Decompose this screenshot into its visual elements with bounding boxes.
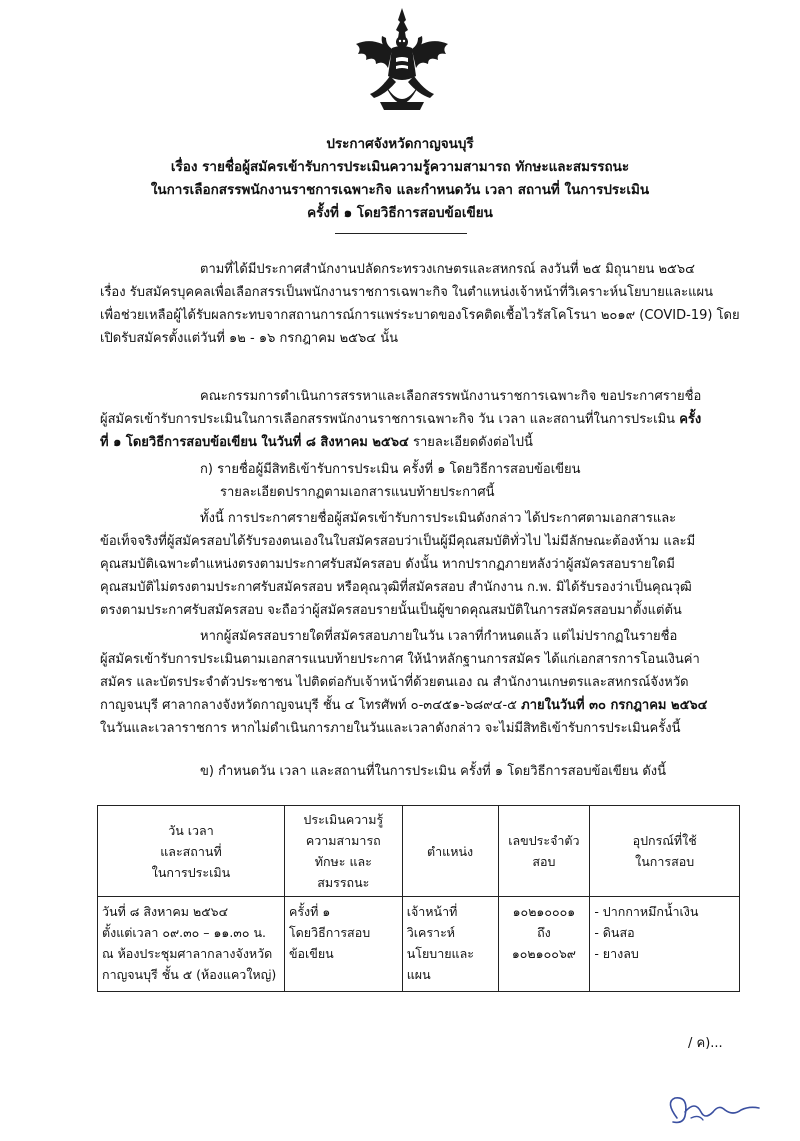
text-line: คุณสมบัติเฉพาะตำแหน่งตรงตามประกาศรับสมัครสอบ ดังนั้น หากปรากฏภายหลังว่าผู้สมัครสอบรายใดมี [100, 557, 675, 572]
cell-text: ตั้งแต่เวลา ๐๙.๓๐ – ๑๑.๓๐ น. [102, 925, 266, 940]
title-line-2: เรื่อง รายชื่อผู้สมัครเข้ารับการประเมินความรู้ความสามารถ ทักษะและสมรรถนะ [170, 159, 630, 175]
cell-text: ถึง [537, 925, 551, 940]
header-ids [498, 806, 590, 897]
text-run: รายละเอียดดังต่อไปนี้ [408, 435, 533, 450]
header-text: วัน เวลา [168, 822, 214, 838]
text-line: สมัคร และบัตรประจำตัวประชาชน ไปติดต่อกับเจ้าหน้าที่ด้วยตนเอง ณ สำนักงานเกษตรและสหกรณ์จังหวัด [100, 675, 689, 690]
header-text: ตำแหน่ง [427, 843, 474, 859]
cell-text: วันที่ ๘ สิงหาคม ๒๕๖๔ [102, 904, 229, 919]
paragraph-background [100, 258, 740, 350]
cell-text: กาญจนบุรี ชั้น ๕ (ห้องแควใหญ่) [102, 967, 277, 982]
title-line-3: ในการเลือกสรรพนักงานราชการเฉพาะกิจ และกำหนดวัน เวลา สถานที่ ในการประเมิน [150, 182, 650, 198]
title-line-4: ครั้งที่ ๑ โดยวิธีการสอบข้อเขียน [307, 205, 493, 221]
item-a [100, 458, 740, 504]
text-line: ตรงตามประกาศรับสมัครสอบ จะถือว่าผู้สมัครสอบรายนั้นเป็นผู้ขาดคุณสมบัติในการสมัครสอบมาตั้งแต่ต้น [100, 603, 682, 618]
text-line: ตามที่ได้มีประกาศสำนักงานปลัดกระทรวงเกษตรและสหกรณ์ ลงวันที่ ๒๕ มิถุนายน ๒๕๖๔ [200, 262, 695, 277]
header-text: ในการสอบ [635, 854, 695, 869]
handwritten-signature-icon [655, 1088, 765, 1132]
text-line: หากผู้สมัครสอบรายใดที่สมัครสอบภายในวัน เวลาที่กำหนดแล้ว แต่ไม่ปรากฏในรายชื่อ [200, 629, 678, 644]
text-line: ในวันและเวลาราชการ หากไม่ดำเนินการภายในวันและเวลาดังกล่าว จะไม่มีสิทธิเข้ารับการประเมินครั้งนี้ [100, 721, 681, 736]
header-datetime [98, 806, 285, 897]
paragraph-announcement [100, 385, 740, 454]
text-line: คุณสมบัติไม่ตรงตามประกาศรับสมัครสอบ หรือคุณวุฒิที่สมัครสอบ สำนักงาน ก.พ. มิได้รับรองว่าเป็นคุณวุฒิ [100, 580, 692, 595]
cell-text: ๑๐๒๑๐๐๖๙ [511, 946, 576, 961]
header-text: ประเมินความรู้ [303, 812, 384, 827]
text-line: ก) รายชื่อผู้มีสิทธิเข้ารับการประเมิน ครั้งที่ ๑ โดยวิธีการสอบข้อเขียน [200, 462, 581, 477]
cell-text: ณ ห้องประชุมศาลากลางจังหวัด [102, 946, 273, 961]
text-run-bold: ครั้ง [679, 412, 702, 427]
cell-ids [498, 897, 590, 992]
header-text: ทักษะ และ [314, 854, 372, 869]
header-text: สมรรถนะ [317, 875, 370, 890]
cell-datetime [98, 897, 285, 992]
header-text: เลขประจำตัว [508, 833, 580, 848]
cell-text: วิเคราะห์ [406, 925, 456, 940]
text-line: เรื่อง รับสมัครบุคคลเพื่อเลือกสรรเป็นพนักงานราชการเฉพาะกิจ ในตำแหน่งเจ้าหน้าที่วิเคราะห์นโยบายและแผน [100, 285, 714, 300]
header-text: ความสามารถ [305, 833, 381, 848]
text-line: รายละเอียดปรากฏตามเอกสารแนบท้ายประกาศนี้ [220, 485, 495, 500]
cell-text: - ยางลบ [594, 946, 639, 961]
continued-marker: / ค)... [688, 1036, 723, 1051]
schedule-table [97, 805, 740, 992]
cell-text: โดยวิธีการสอบ [288, 925, 371, 940]
cell-assessment [284, 897, 402, 992]
cell-text: แผน [406, 967, 431, 982]
cell-text: ๑๐๒๑๐๐๐๑ [512, 904, 576, 919]
paragraph-eligibility [100, 507, 740, 622]
header-text: สอบ [532, 854, 556, 869]
cell-position [402, 897, 498, 992]
text-line: เพื่อช่วยเหลือผู้ได้รับผลกระทบจากสถานการณ์การแพร่ระบาดของโรคติดเชื้อไวรัสโคโรนา ๒๐๑๙ (COVID-19) โดย [100, 308, 740, 323]
text-run: ผู้สมัครเข้ารับการประเมินในการเลือกสรรพนักงานราชการเฉพาะกิจ วัน เวลา และสถานที่ในการประเมิน [100, 412, 680, 427]
cell-equipment [590, 897, 740, 992]
table-header-row [98, 806, 740, 897]
item-b [100, 760, 740, 783]
table-row [98, 897, 740, 992]
cell-text: - ดินสอ [594, 925, 635, 940]
header-text: อุปกรณ์ที่ใช้ [632, 833, 697, 848]
title-divider [335, 233, 467, 234]
text-run-bold: ที่ ๑ โดยวิธีการสอบข้อเขียน ในวันที่ ๘ สิงหาคม ๒๕๖๔ [100, 435, 409, 450]
cell-text: - ปากกาหมึกน้ำเงิน [594, 904, 699, 919]
header-position [402, 806, 498, 897]
cell-text: ข้อเขียน [288, 946, 334, 961]
header-text: ในการประเมิน [151, 864, 231, 880]
garuda-emblem-icon [350, 6, 454, 118]
announcement-title [60, 133, 740, 225]
text-line: ข้อเท็จจริงที่ผู้สมัครสอบได้รับรองตนเองในใบสมัครสอบว่าเป็นผู้มีคุณสมบัติทั่วไป ไม่มีลักษณะต้องห้าม และมี [100, 534, 696, 549]
text-line: เปิดรับสมัครตั้งแต่วันที่ ๑๒ - ๑๖ กรกฎาคม ๒๕๖๔ นั้น [100, 331, 399, 346]
cell-text: นโยบายและ [406, 946, 474, 961]
text-line: ข) กำหนดวัน เวลา และสถานที่ในการประเมิน ครั้งที่ ๑ โดยวิธีการสอบข้อเขียน ดังนี้ [200, 764, 667, 779]
header-equipment [590, 806, 740, 897]
paragraph-missing-names [100, 625, 740, 740]
text-run: กาญจนบุรี ศาลากลางจังหวัดกาญจนบุรี ชั้น ๔ โทรศัพท์ ๐-๓๔๕๑-๖๘๙๔-๕ [100, 698, 522, 713]
header-text: และสถานที่ [160, 843, 222, 859]
cell-text: ครั้งที่ ๑ [288, 904, 331, 919]
text-line: ผู้สมัครเข้ารับการประเมินตามเอกสารแนบท้ายประกาศ ให้นำหลักฐานการสมัคร ได้แก่เอกสารการโอนเงินค่า [100, 652, 700, 667]
text-line: ทั้งนี้ การประกาศรายชื่อผู้สมัครเข้ารับการประเมินดังกล่าว ได้ประกาศตามเอกสารและ [200, 511, 677, 526]
title-line-1: ประกาศจังหวัดกาญจนบุรี [326, 136, 474, 152]
text-run-bold: ภายในวันที่ ๓๐ กรกฎาคม ๒๕๖๔ [521, 698, 708, 713]
text-line: คณะกรรมการดำเนินการสรรหาและเลือกสรรพนักงานราชการเฉพาะกิจ ขอประกาศรายชื่อ [200, 389, 702, 404]
cell-text: เจ้าหน้าที่ [406, 904, 458, 919]
header-assessment [284, 806, 402, 897]
